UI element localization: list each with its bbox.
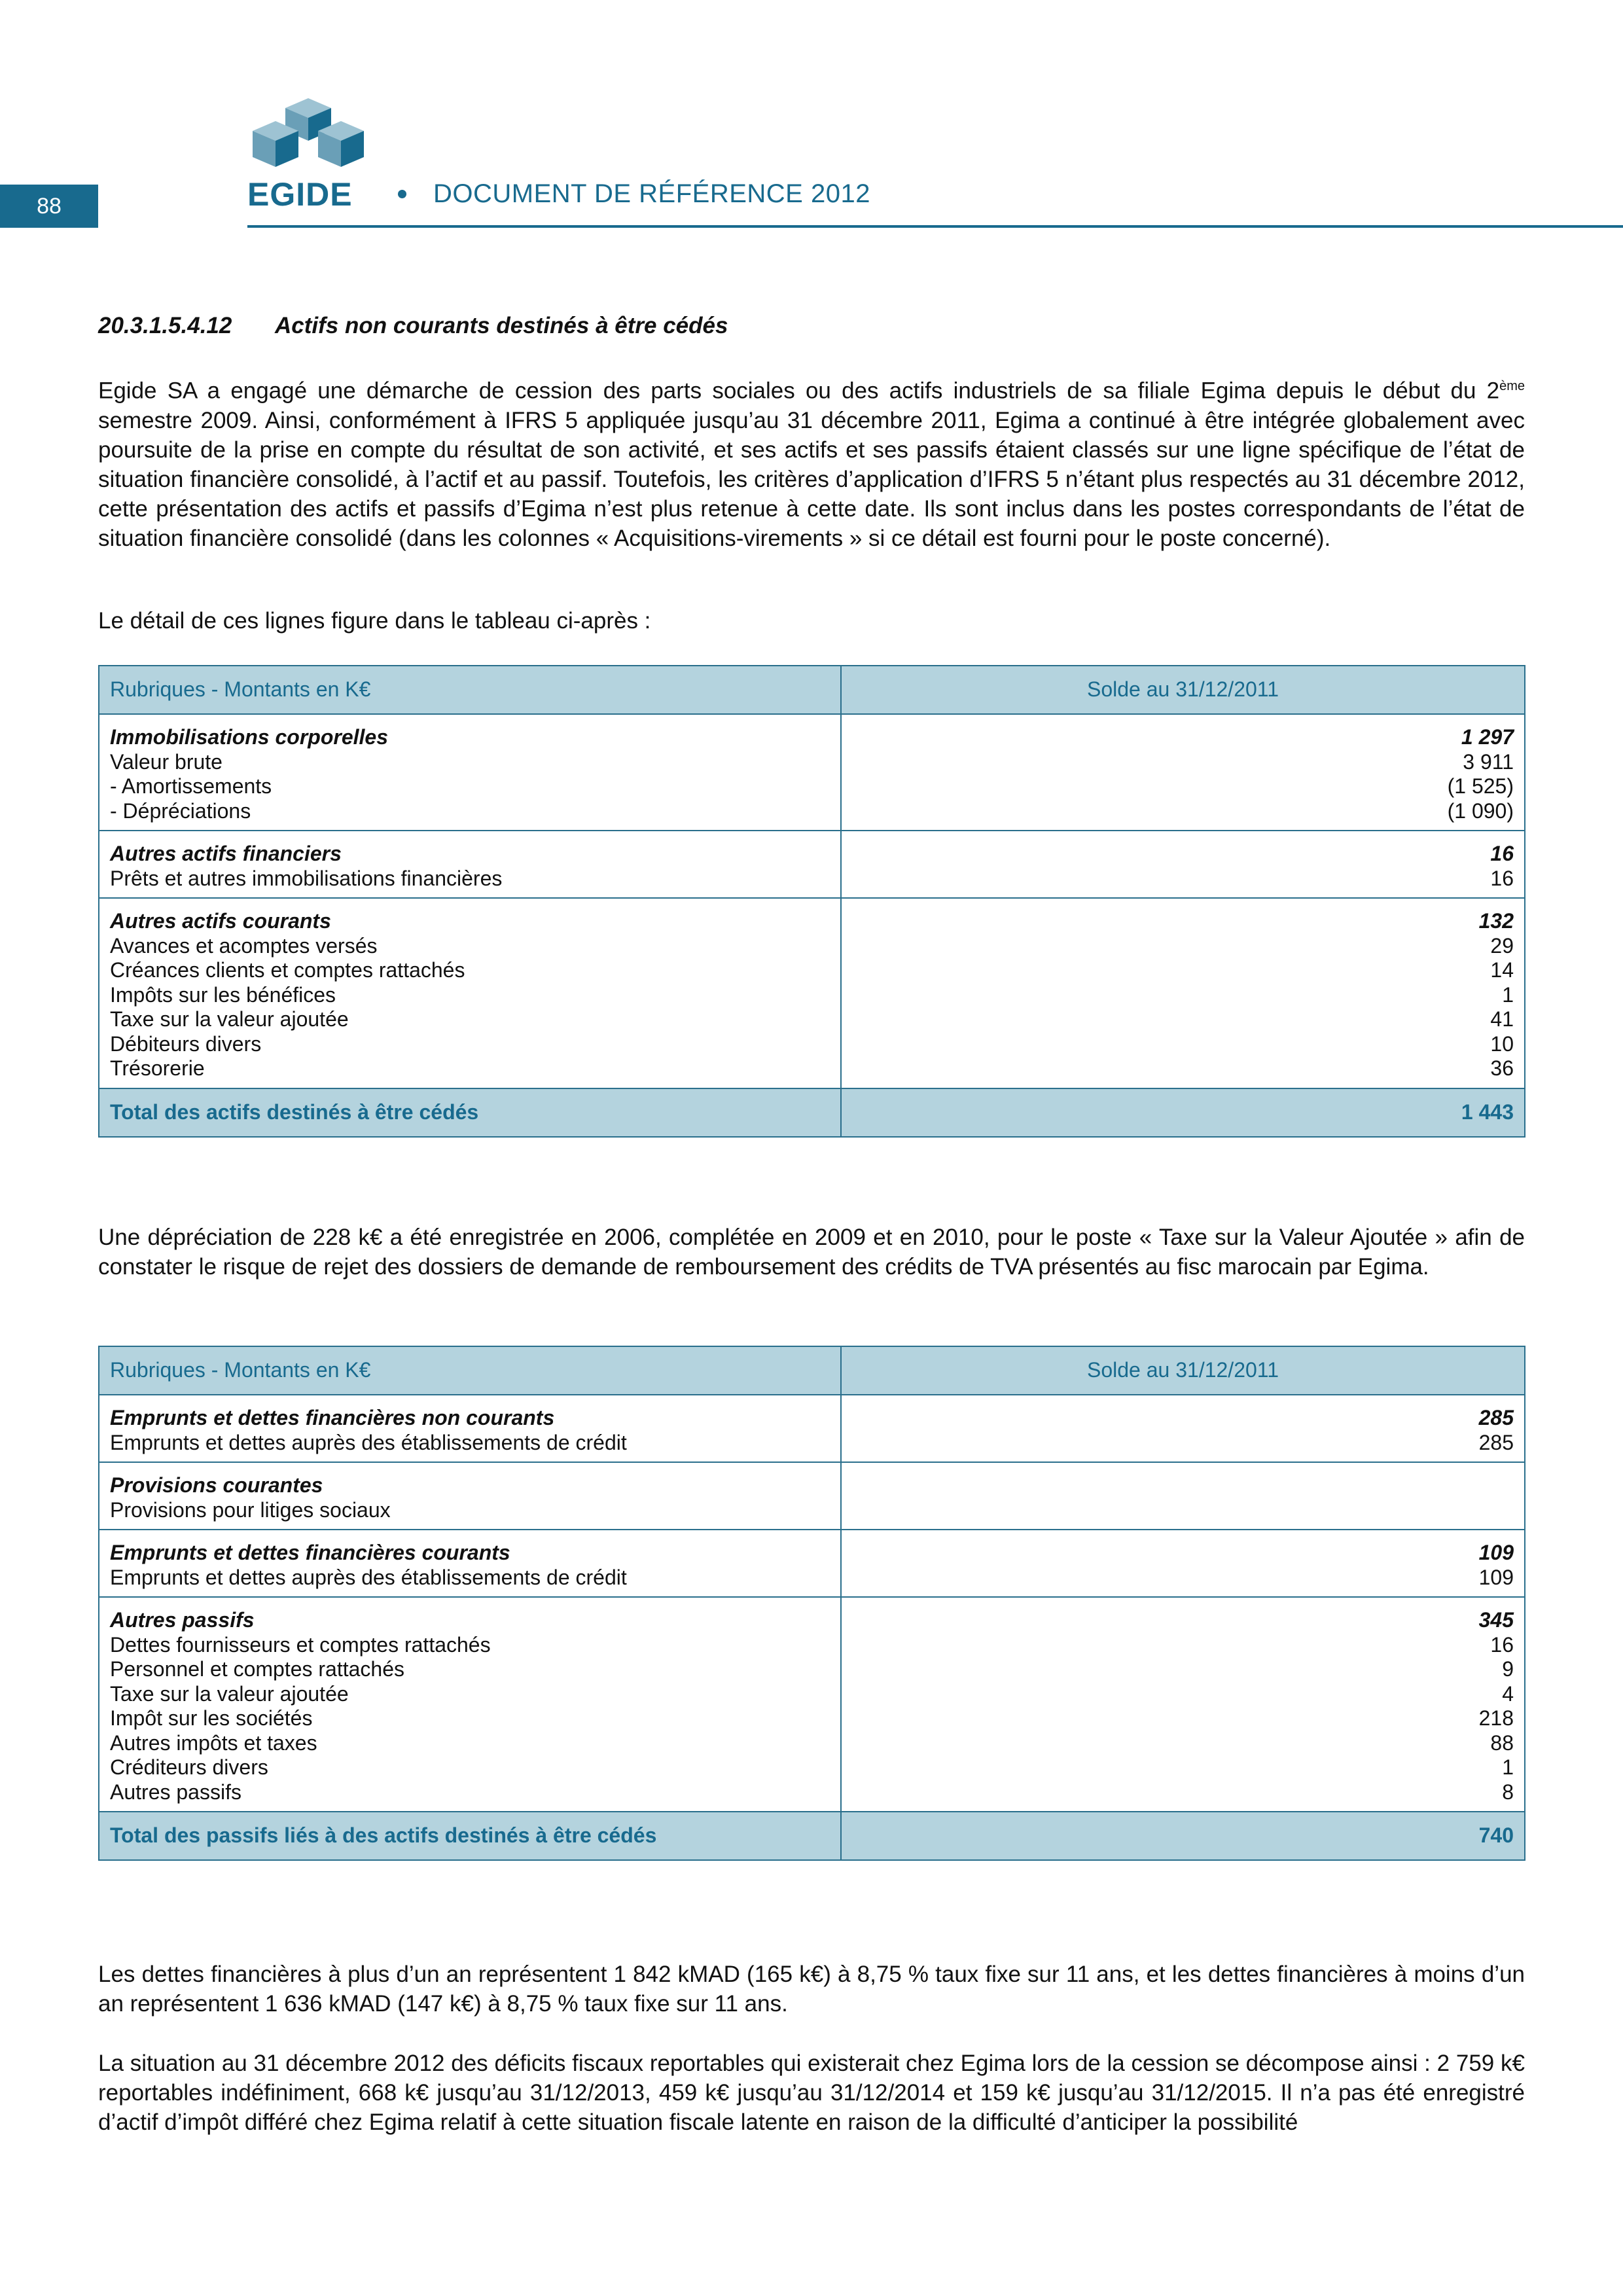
brand-wordmark: EGIDE <box>247 176 353 213</box>
table-header-row <box>99 666 1525 714</box>
row-value: 109 <box>1478 1565 1514 1589</box>
intro-text-a: Egide SA a engagé une démarche de cession des parts sociales ou des actifs industriels de sa filiale Egima depuis le début du 2 <box>98 378 1500 404</box>
row-label: Dettes fournisseurs et comptes rattachés <box>110 1632 491 1657</box>
row-label: Impôts sur les bénéfices <box>110 982 336 1007</box>
group-total <box>852 1473 1514 1498</box>
row-label: Autres passifs <box>110 1780 241 1804</box>
row-value: 285 <box>1478 1430 1514 1454</box>
intro-paragraph <box>98 372 1525 553</box>
column-header-solde: Solde au 31/12/2011 <box>841 666 1525 714</box>
group-total: 1 297 <box>1461 725 1514 749</box>
header-divider <box>247 225 1623 228</box>
table-row <box>99 714 1525 831</box>
row-value <box>852 1498 1514 1523</box>
row-label: Trésorerie <box>110 1056 205 1080</box>
total-value: 1 443 <box>841 1088 1525 1137</box>
row-value: 29 <box>1490 933 1514 958</box>
table-row <box>99 1530 1525 1597</box>
row-label: - Amortissements <box>110 774 272 798</box>
row-label: Débiteurs divers <box>110 1031 262 1056</box>
row-value: 8 <box>1502 1780 1514 1804</box>
deficits-paragraph: La situation au 31 décembre 2012 des déficits fiscaux reportables qui existerait chez Egima lors de la cession se décompose ainsi : 2 759 k€ reportables indéfiniment, 668 k€ jusqu’au 31/12/2013, 459 k€ jusqu’au 31/12/2014 et 159 k€ jusqu’au 31/12/2015. Il n’a pas été enregistré d’actif d’impôt différé chez Egima relatif à cette situation fiscale latente en raison de la difficulté d’anticiper la possibilité <box>98 2051 1525 2135</box>
table-row <box>99 1597 1525 1812</box>
row-value: 1 <box>1502 982 1514 1007</box>
detail-paragraph: Le détail de ces lignes figure dans le tableau ci-après : <box>98 608 651 634</box>
group-total: 132 <box>1478 909 1514 933</box>
table-total-row <box>99 1088 1525 1137</box>
liabilities-table <box>98 1346 1525 1861</box>
debts-paragraph: Les dettes financières à plus d’un an représentent 1 842 kMAD (165 k€) à 8,75 % taux fixe sur 11 ans, et les dettes financières à moins d’un an représentent 1 636 kMAD (147 k€) à 8,75 % taux fixe sur 11 ans. <box>98 1962 1525 2017</box>
column-header-solde: Solde au 31/12/2011 <box>841 1346 1525 1395</box>
row-label: Provisions pour litiges sociaux <box>110 1498 391 1522</box>
group-title: Immobilisations corporelles <box>110 725 388 749</box>
intro-text-b: semestre 2009. Ainsi, conformément à IFRS 5 appliquée jusqu’au 31 décembre 2011, Egima a continué à être intégrée globalement avec poursuite de la prise en compte du résultat de son activité, et ses actifs et ses passifs étaient classés sur une ligne spécifique de l’état de situation financière consolidé, à l’actif et au passif. Toutefois, les critères d’application d’IFRS 5 n’étant plus respectés au 31 décembre 2012, cette présentation des actifs et passifs d’Egima n’est plus retenue à cette date. Ils sont inclus dans les postes correspondants de l’état de situation financière consolidé (dans les colonnes « Acquisitions-virements » si ce détail est fourni pour le poste concerné). <box>98 407 1525 551</box>
row-label: - Dépréciations <box>110 798 251 823</box>
group-total: 285 <box>1478 1406 1514 1429</box>
row-value: 16 <box>1490 1632 1514 1657</box>
row-label: Emprunts et dettes auprès des établissements de crédit <box>110 1430 627 1454</box>
row-label: Valeur brute <box>110 749 223 774</box>
page-number: 88 <box>0 185 98 228</box>
row-value: 4 <box>1502 1681 1514 1706</box>
row-label: Emprunts et dettes auprès des établissements de crédit <box>110 1565 627 1589</box>
group-title: Autres passifs <box>110 1608 255 1632</box>
row-value: 88 <box>1490 1731 1514 1755</box>
row-value: (1 090) <box>1447 798 1514 823</box>
row-value: 10 <box>1490 1031 1514 1056</box>
group-total: 16 <box>1490 842 1514 865</box>
row-value: (1 525) <box>1447 774 1514 798</box>
row-label: Taxe sur la valeur ajoutée <box>110 1007 349 1031</box>
total-label: Total des actifs destinés à être cédés <box>99 1088 841 1137</box>
total-label: Total des passifs liés à des actifs destinés à être cédés <box>99 1812 841 1860</box>
row-label: Personnel et comptes rattachés <box>110 1657 405 1681</box>
row-label: Taxe sur la valeur ajoutée <box>110 1681 349 1706</box>
group-title: Emprunts et dettes financières courants <box>110 1541 510 1564</box>
total-value: 740 <box>841 1812 1525 1860</box>
row-label: Impôt sur les sociétés <box>110 1706 313 1730</box>
intro-superscript: ème <box>1499 379 1525 393</box>
group-title: Autres actifs courants <box>110 909 331 933</box>
row-label: Prêts et autres immobilisations financières <box>110 866 503 890</box>
row-value: 16 <box>1490 866 1514 890</box>
group-total: 345 <box>1478 1608 1514 1632</box>
table-row <box>99 898 1525 1088</box>
depreciation-paragraph: Une dépréciation de 228 k€ a été enregistrée en 2006, complétée en 2009 et en 2010, pour le poste « Taxe sur la Valeur Ajoutée » afin de constater le risque de rejet des dossiers de demande de remboursement des crédits de TVA présentés au fisc marocain par Egima. <box>98 1225 1525 1280</box>
document-title: DOCUMENT DE RÉFÉRENCE 2012 <box>433 179 870 208</box>
group-title: Autres actifs financiers <box>110 842 342 865</box>
header-bullet-icon <box>398 190 406 198</box>
row-label: Avances et acomptes versés <box>110 933 378 958</box>
table-row <box>99 1395 1525 1462</box>
column-header-rubriques: Rubriques - Montants en K€ <box>99 666 841 714</box>
row-value: 14 <box>1490 958 1514 982</box>
section-heading <box>98 313 728 339</box>
assets-table <box>98 665 1525 1138</box>
table-total-row <box>99 1812 1525 1860</box>
section-number: 20.3.1.5.4.12 <box>98 313 232 338</box>
row-label: Créances clients et comptes rattachés <box>110 958 465 982</box>
group-total: 109 <box>1478 1541 1514 1564</box>
table-header-row <box>99 1346 1525 1395</box>
column-header-rubriques: Rubriques - Montants en K€ <box>99 1346 841 1395</box>
row-label: Autres impôts et taxes <box>110 1731 317 1755</box>
group-title: Emprunts et dettes financières non courants <box>110 1406 555 1429</box>
row-value: 218 <box>1478 1706 1514 1730</box>
row-value: 3 911 <box>1463 749 1514 774</box>
row-value: 36 <box>1490 1056 1514 1080</box>
table-row <box>99 831 1525 898</box>
row-label: Créditeurs divers <box>110 1755 268 1779</box>
row-value: 41 <box>1490 1007 1514 1031</box>
row-value: 1 <box>1502 1755 1514 1779</box>
group-title: Provisions courantes <box>110 1473 323 1497</box>
section-title: Actifs non courants destinés à être cédés <box>275 313 728 338</box>
table-row <box>99 1462 1525 1530</box>
row-value: 9 <box>1502 1657 1514 1681</box>
